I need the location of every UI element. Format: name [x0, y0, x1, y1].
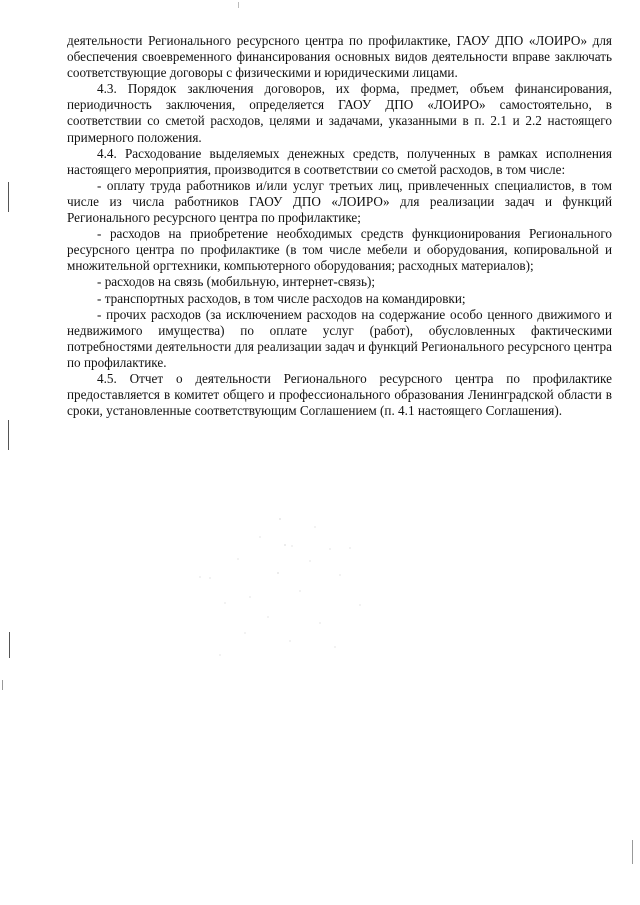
list-item-labor: - оплату труда работников и/или услуг третьих лиц, привлеченных специалистов, в том числе из числа работников ГАОУ ДПО «ЛОИРО» для реализации задач и функций Регионального ресурсного центра по профилактике;	[67, 177, 612, 226]
list-item-equipment: - расходов на приобретение необходимых средств функционирования Регионального ресурсного центра по профилактике (в том числе мебели и оборудования, копировальной и множительной оргтехники, компьютерного оборудования; расходных материалов);	[67, 226, 612, 274]
paragraph-4-5: 4.5. Отчет о деятельности Регионального ресурсного центра по профилактике предоставляется в комитет общего и профессионального образования Ленинградской области в сроки, установленные соответствующим Соглашением (п. 4.1 настоящего Соглашения).	[67, 370, 612, 419]
paragraph-continuation: деятельности Регионального ресурсного центра по профилактике, ГАОУ ДПО «ЛОИРО» для обеспечения своевременного финансирования основных видов деятельности вправе заключать соответствующие договоры с физическими и юридическими лицами.	[67, 33, 612, 81]
scan-mark-left-1	[8, 182, 9, 212]
paragraph-4-3: 4.3. Порядок заключения договоров, их форма, предмет, объем финансирования, периодичность заключения, определяется ГАОУ ДПО «ЛОИРО» самостоятельно, в соответствии со сметой расходов, целями и задачами, указанными в п. 2.1 и 2.2 настоящего примерного положения.	[67, 81, 612, 145]
scan-mark-left-2	[8, 420, 9, 450]
scan-mark-left-3	[9, 632, 10, 658]
scan-mark-left-4	[2, 680, 3, 690]
list-item-communication: - расходов на связь (мобильную, интернет-связь);	[97, 274, 376, 290]
document-body	[67, 33, 612, 419]
list-item-transport: - транспортных расходов, в том числе расходов на командировки;	[97, 290, 466, 306]
scan-speckle	[190, 515, 410, 665]
scan-mark-right-bottom	[632, 840, 633, 864]
scan-mark-top	[238, 2, 239, 8]
list-item-other: - прочих расходов (за исключением расходов на содержание особо ценного движимого и недвижимого имущества) по оплате услуг (работ), обусловленных фактическими потребностями деятельности для реализации задач и функций Регионального ресурсного центра по профилактике.	[67, 306, 612, 370]
paragraph-4-4: 4.4. Расходование выделяемых денежных средств, полученных в рамках исполнения настоящего мероприятия, производится в соответствии со сметой расходов, в том числе:	[67, 145, 612, 177]
